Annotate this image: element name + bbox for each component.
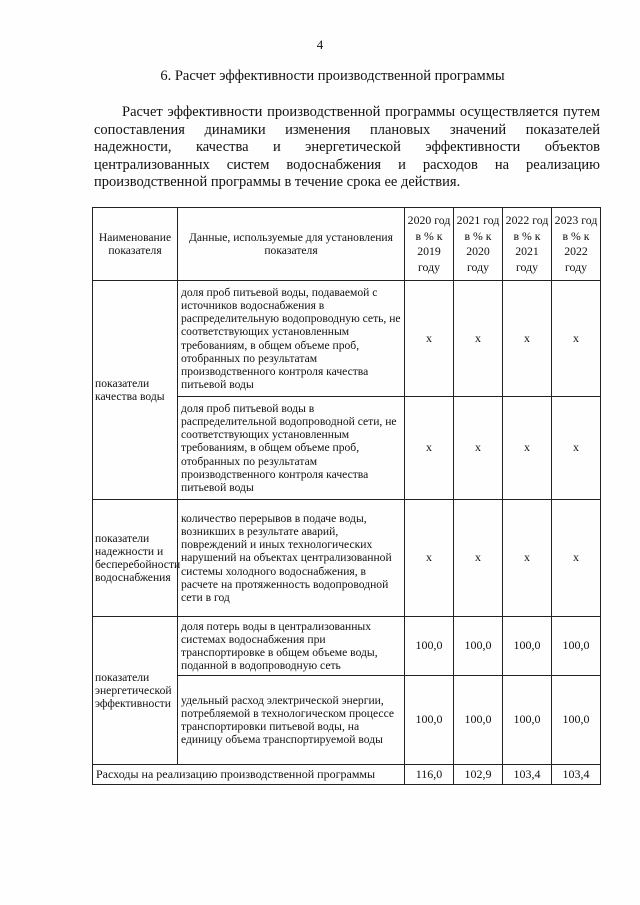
total-value: 103,4	[503, 765, 552, 785]
value-cell: х	[552, 397, 601, 500]
value-cell: х	[405, 281, 454, 397]
page-number: 4	[316, 37, 324, 52]
data-cell: удельный расход электрической энергии, потребляемой в технологическом процессе транспортировки питьевой воды, на единицу объема транспортируемой воды	[178, 676, 405, 765]
data-cell: количество перерывов в подаче воды, возникших в результате аварий, повреждений и иных технологических нарушений на объектах централизованной системы холодного водоснабжения, в расчете на протяженность водопроводной сети в год	[178, 500, 405, 617]
header-year-2021: 2021 год в % к 2020 году	[454, 208, 503, 281]
indicator-group-energy: показатели энергетической эффективности	[93, 617, 178, 765]
data-cell: доля проб питьевой воды в распределительной водопроводной сети, не соответствующих установленным требованиям, в общем объеме проб, отобранных по результатам производственного контроля качества питьевой воды	[178, 397, 405, 500]
header-year-2023: 2023 год в % к 2022 году	[552, 208, 601, 281]
total-value: 102,9	[454, 765, 503, 785]
value-cell: х	[552, 281, 601, 397]
section-title: 6. Расчет эффективности производственной программы	[160, 68, 505, 84]
value-cell: 100,0	[454, 676, 503, 765]
total-value: 116,0	[405, 765, 454, 785]
value-cell: 100,0	[503, 617, 552, 676]
header-indicator-name: Наименование показателя	[93, 208, 178, 281]
table-row	[93, 281, 601, 397]
total-label: Расходы на реализацию производственной программы	[93, 765, 405, 785]
table-header-row	[93, 208, 601, 281]
value-cell: х	[405, 397, 454, 500]
table-row	[93, 617, 601, 676]
intro-paragraph: Расчет эффективности производственной программы осуществляется путем сопоставления динамики изменения плановых значений показателей надежности, качества и энергетической эффективности объектов централизованных систем водоснабжения и расходов на реализацию производственной программы в течение срока ее действия.	[94, 104, 600, 190]
value-cell: х	[552, 500, 601, 617]
value-cell: х	[503, 281, 552, 397]
value-cell: 100,0	[405, 617, 454, 676]
total-value: 103,4	[552, 765, 601, 785]
indicator-group-quality: показатели качества воды	[93, 281, 178, 500]
value-cell: 100,0	[552, 676, 601, 765]
value-cell: х	[454, 500, 503, 617]
value-cell: х	[405, 500, 454, 617]
efficiency-table	[92, 207, 601, 785]
value-cell: 100,0	[503, 676, 552, 765]
data-cell: доля проб питьевой воды, подаваемой с источников водоснабжения в распределительную водопроводную сеть, не соответствующих установленным требованиям, в общем объеме проб, отобранных по результатам производственного контроля качества питьевой воды	[178, 281, 405, 397]
value-cell: х	[454, 281, 503, 397]
value-cell: х	[503, 500, 552, 617]
header-year-2020: 2020 год в % к 2019 году	[405, 208, 454, 281]
value-cell: х	[503, 397, 552, 500]
value-cell: 100,0	[552, 617, 601, 676]
table-row	[93, 500, 601, 617]
indicator-group-reliability: показатели надежности и бесперебойности водоснабжения	[93, 500, 178, 617]
value-cell: 100,0	[454, 617, 503, 676]
header-year-2022: 2022 год в % к 2021 году	[503, 208, 552, 281]
table-total-row	[93, 765, 601, 785]
value-cell: х	[454, 397, 503, 500]
header-data-used: Данные, используемые для установления показателя	[178, 208, 405, 281]
data-cell: доля потерь воды в централизованных системах водоснабжения при транспортировке в общем объеме воды, поданной в водопроводную сеть	[178, 617, 405, 676]
value-cell: 100,0	[405, 676, 454, 765]
